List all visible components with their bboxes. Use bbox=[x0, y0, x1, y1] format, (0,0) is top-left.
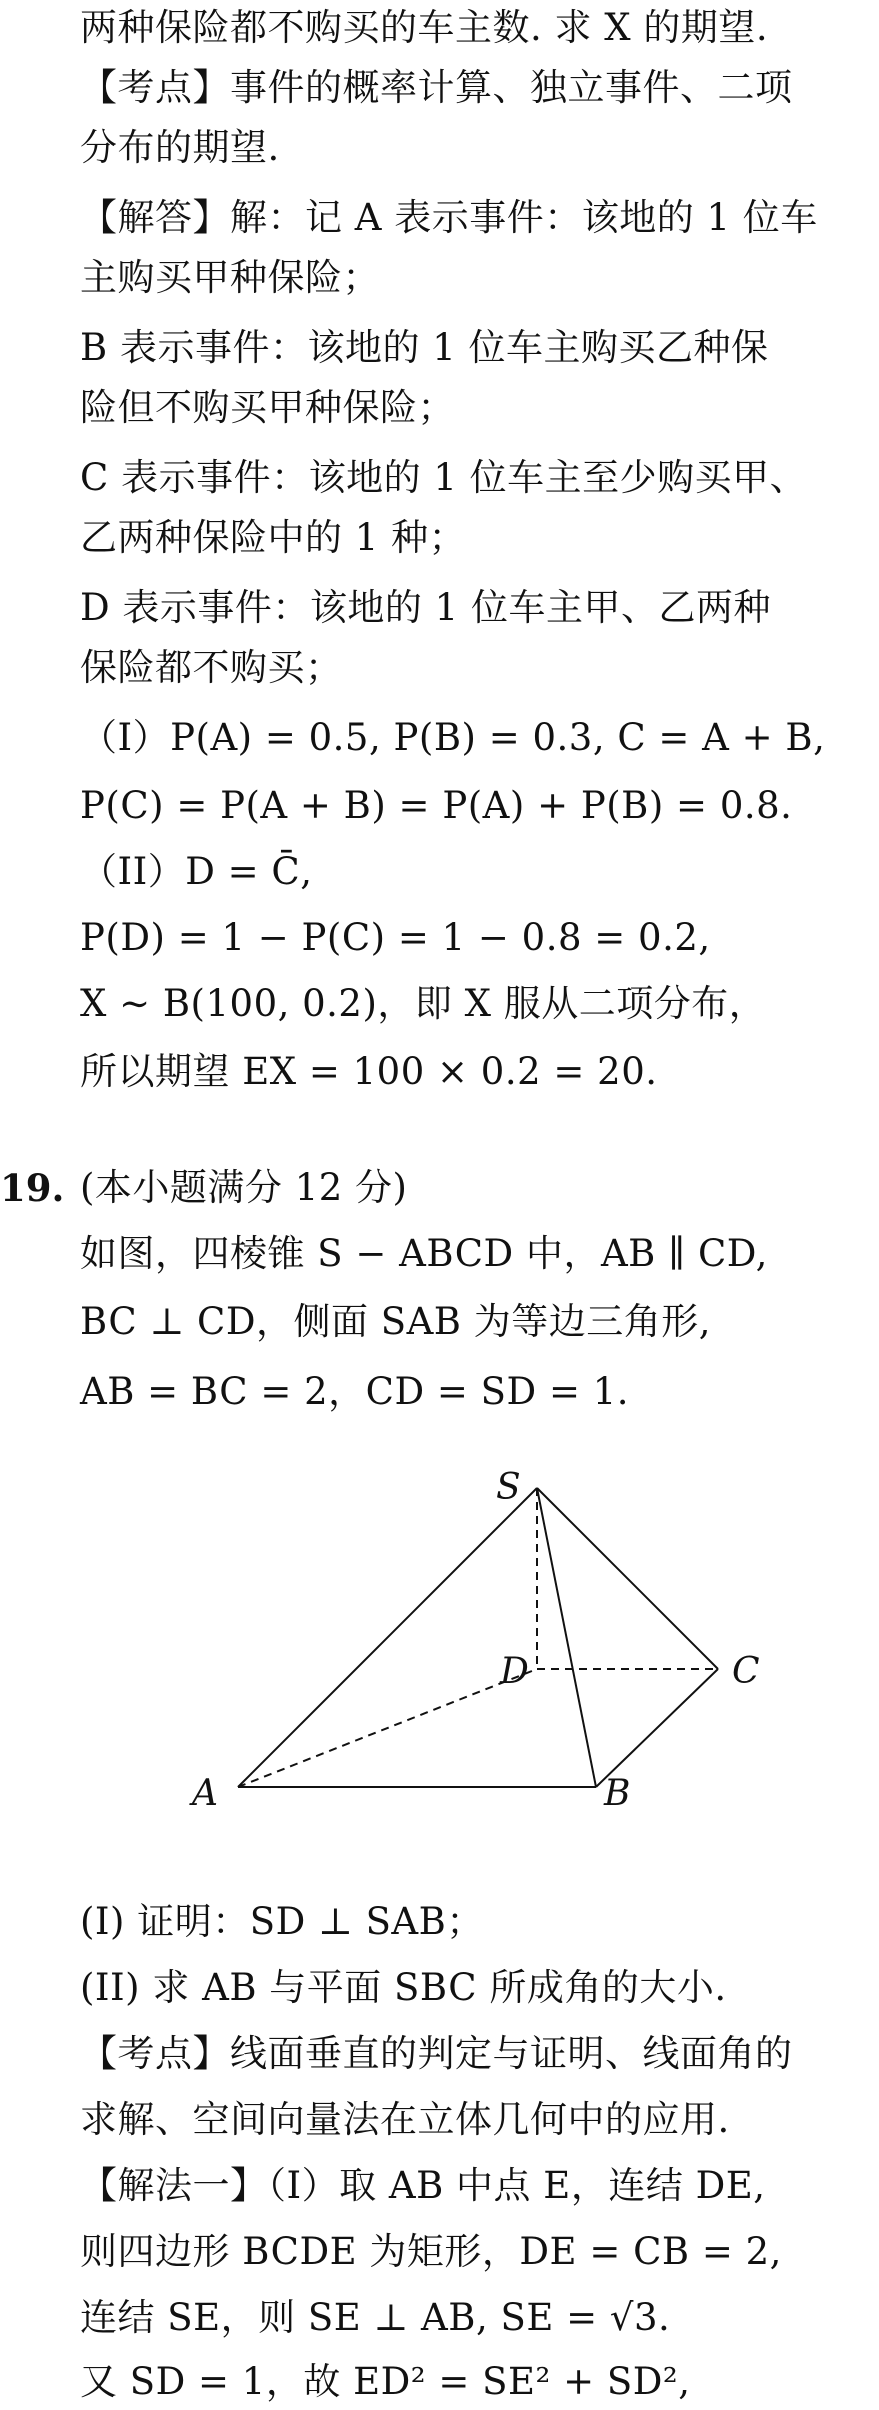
pyramid-figure bbox=[180, 1455, 780, 1835]
text-line: 求解、空间向量法在立体几何中的应用. bbox=[80, 2098, 730, 2141]
text-line: 【考点】事件的概率计算、独立事件、二项 bbox=[80, 66, 793, 109]
edge-AD bbox=[238, 1669, 537, 1787]
text-line: 险但不购买甲种保险； bbox=[80, 386, 455, 429]
text-line: 乙两种保险中的 1 种； bbox=[80, 516, 467, 559]
text-line: 所以期望 EX = 100 × 0.2 = 20. bbox=[80, 1050, 658, 1093]
text-line: （II）D = C̄, bbox=[80, 850, 313, 893]
text-line: B 表示事件：该地的 1 位车主购买乙种保 bbox=[80, 326, 769, 369]
question-line: BC ⊥ CD，侧面 SAB 为等边三角形, bbox=[80, 1300, 712, 1343]
question-line: 如图，四棱锥 S − ABCD 中，AB ∥ CD, bbox=[80, 1232, 768, 1275]
text-line: 连结 SE，则 SE ⊥ AB, SE = √3. bbox=[80, 2296, 671, 2339]
text-line: C 表示事件：该地的 1 位车主至少购买甲、 bbox=[80, 456, 808, 499]
text-line: 两种保险都不购买的车主数. 求 X 的期望. bbox=[80, 6, 769, 49]
edge-SC bbox=[537, 1488, 718, 1669]
edge-SA bbox=[238, 1488, 537, 1787]
pyramid-diagram bbox=[180, 1455, 780, 1835]
label-D: D bbox=[500, 1651, 529, 1692]
text-line: 【考点】线面垂直的判定与证明、线面角的 bbox=[80, 2032, 793, 2075]
label-A: A bbox=[192, 1773, 218, 1814]
label-C: C bbox=[732, 1651, 760, 1692]
text-line: 则四边形 BCDE 为矩形，DE = CB = 2, bbox=[80, 2230, 782, 2273]
label-B: B bbox=[604, 1773, 631, 1814]
question-number: 19. bbox=[0, 1166, 65, 1210]
text-line: 保险都不购买； bbox=[80, 646, 343, 689]
text-line: （I）P(A) = 0.5, P(B) = 0.3, C = A + B, bbox=[80, 716, 826, 759]
label-S: S bbox=[496, 1467, 521, 1508]
text-line: X ∼ B(100, 0.2)，即 X 服从二项分布， bbox=[80, 982, 767, 1025]
question-line: (本小题满分 12 分) bbox=[80, 1166, 408, 1209]
text-line: D 表示事件：该地的 1 位车主甲、乙两种 bbox=[80, 586, 771, 629]
edge-BC bbox=[596, 1669, 718, 1787]
text-line: 【解法一】（I）取 AB 中点 E，连结 DE, bbox=[80, 2164, 766, 2207]
text-line: 又 SD = 1，故 ED² = SE² + SD², bbox=[80, 2360, 691, 2403]
question-line: AB = BC = 2，CD = SD = 1. bbox=[80, 1370, 630, 1413]
text-line: 【解答】解：记 A 表示事件：该地的 1 位车 bbox=[80, 196, 818, 239]
text-line: P(C) = P(A + B) = P(A) + P(B) = 0.8. bbox=[80, 784, 793, 827]
text-line: 分布的期望. bbox=[80, 126, 280, 169]
text-line: P(D) = 1 − P(C) = 1 − 0.8 = 0.2, bbox=[80, 916, 711, 959]
edge-SB bbox=[537, 1488, 596, 1787]
text-line: 主购买甲种保险； bbox=[80, 256, 380, 299]
text-line: (I) 证明：SD ⊥ SAB； bbox=[80, 1900, 484, 1943]
text-line: (II) 求 AB 与平面 SBC 所成角的大小. bbox=[80, 1966, 727, 2009]
